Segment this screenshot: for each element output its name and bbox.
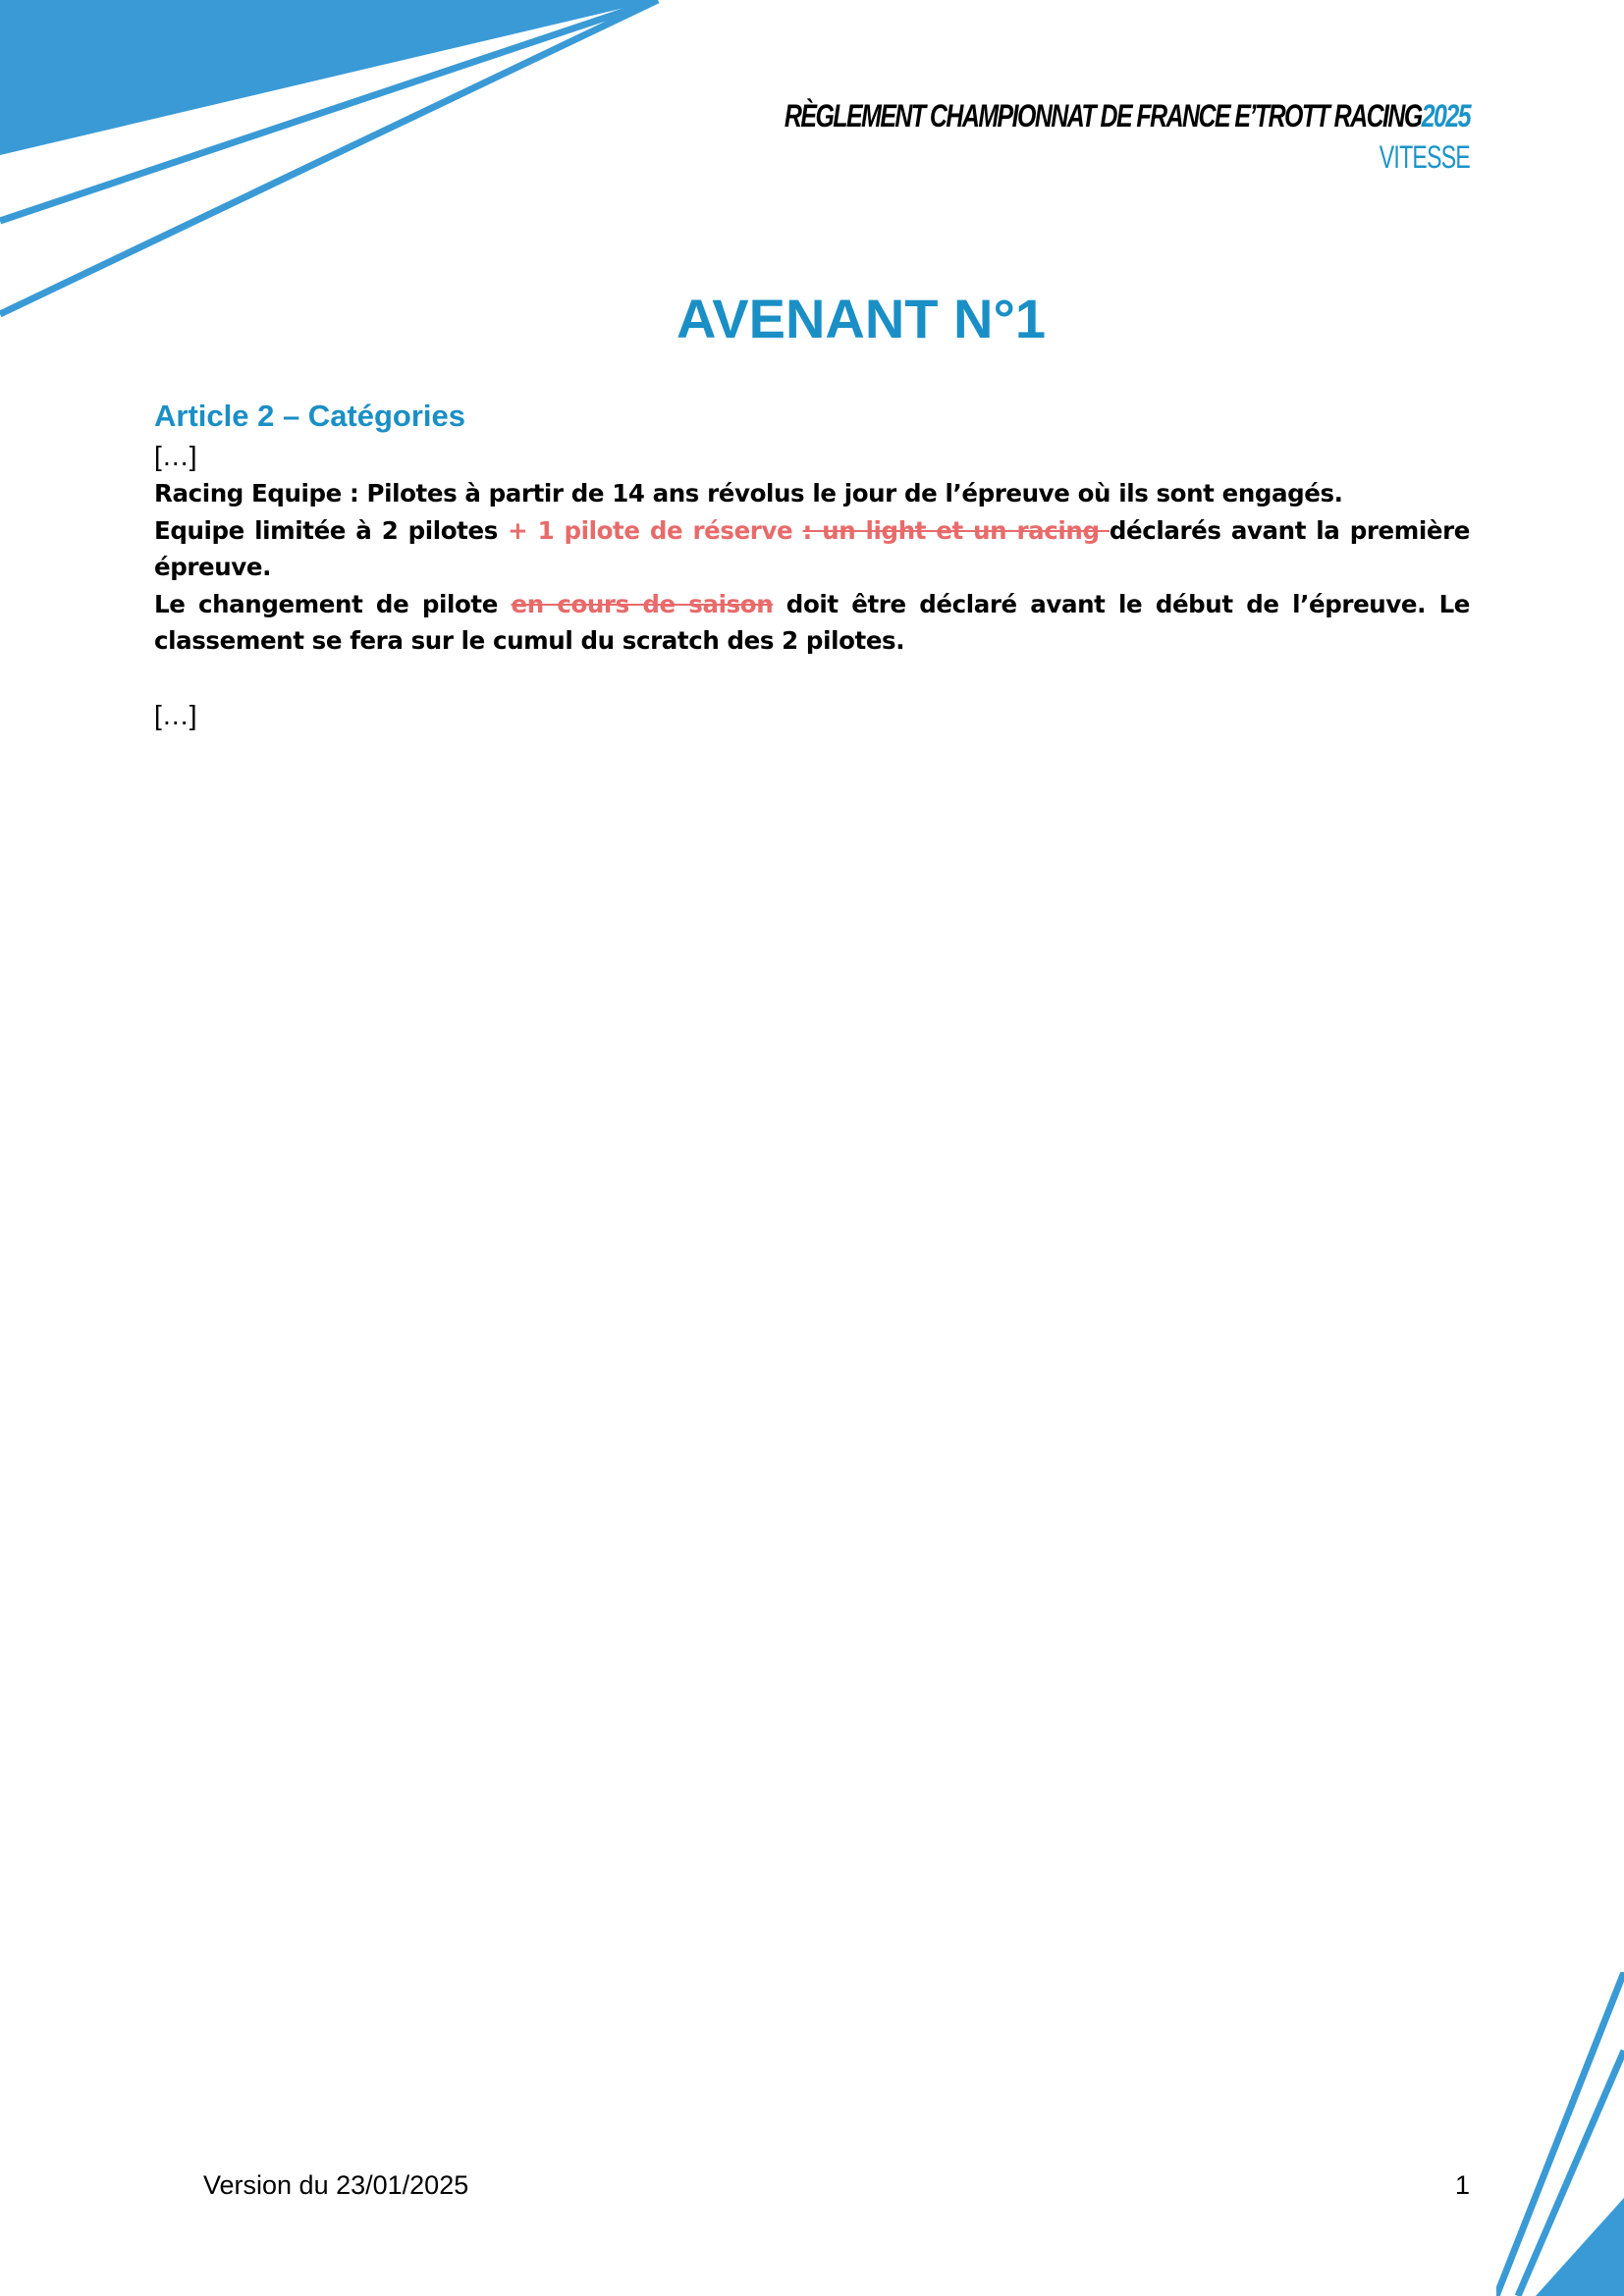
header-title-text: RÈGLEMENT CHAMPIONNAT DE FRANCE E’TROTT RACING — [784, 98, 1422, 133]
document-header — [591, 94, 1470, 177]
ellipsis-end: […] — [154, 699, 197, 730]
article-line-3-end: doit être déclaré avant le début de l’épreuve. Le classement se fera sur le cumul du scratch des 2 pilotes. — [154, 589, 1471, 655]
document-title: AVENANT N°1 — [676, 288, 1047, 349]
deleted-text-2: en cours de saison — [511, 589, 774, 618]
footer-version: Version du 23/01/2025 — [203, 2170, 469, 2200]
deleted-text: : un light et un racing — [802, 515, 1110, 545]
article-line-1: Racing Equipe : Pilotes à partir de 14 ans révolus le jour de l’épreuve où ils sont engagés. — [154, 479, 1343, 507]
article-line-2-end: déclarés avant la première épreuve. — [154, 515, 1470, 581]
page-number: 1 — [1454, 2170, 1470, 2200]
header-year: 2025 — [1421, 98, 1470, 133]
article-heading: Article 2 – Catégories — [154, 399, 466, 433]
article-line-3-start: Le changement de pilote — [154, 589, 512, 618]
header-corner-decoration — [0, 0, 668, 324]
header-title — [785, 94, 1470, 137]
footer-corner-decoration — [1496, 1972, 1624, 2296]
article-section — [154, 395, 1470, 734]
ellipsis-start: […] — [154, 441, 197, 471]
article-line-2-start: Equipe limitée à 2 pilotes — [154, 515, 509, 545]
inserted-text: + 1 pilote de réserve — [508, 515, 803, 545]
header-subtitle: VITESSE — [1379, 139, 1470, 175]
article-paragraph — [154, 475, 1470, 660]
